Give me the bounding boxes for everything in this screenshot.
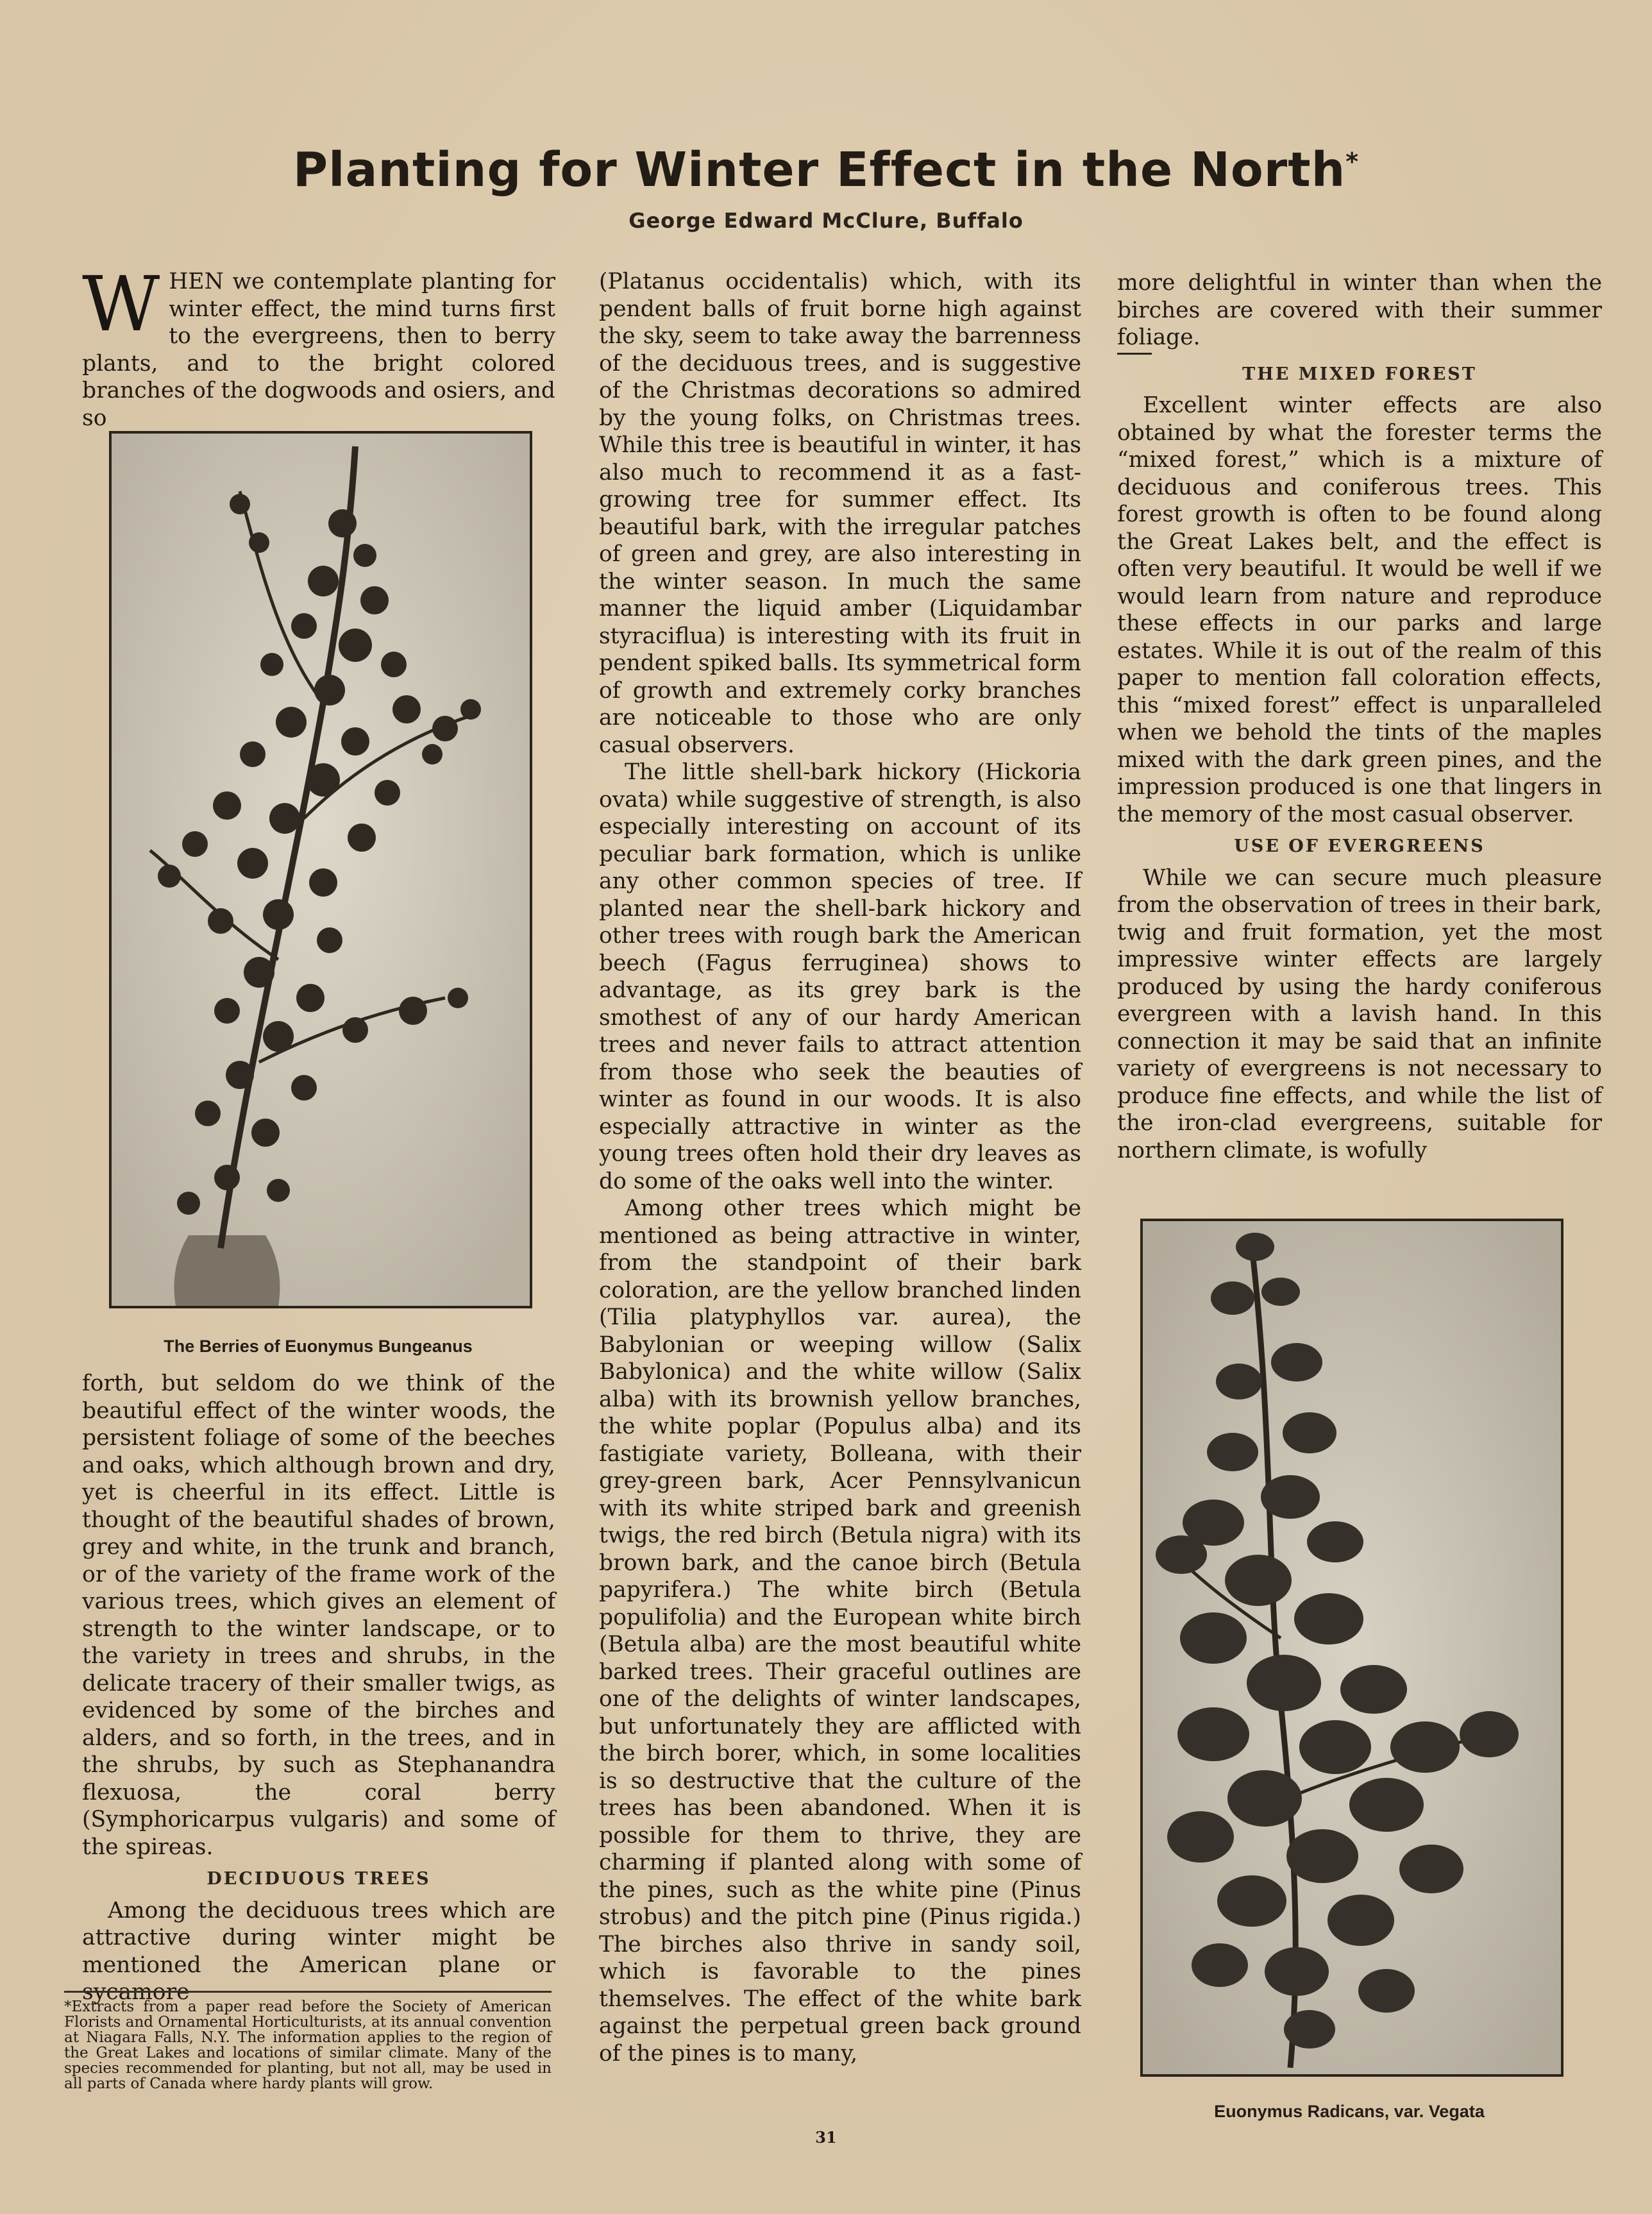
paragraph-bark-coloration: Among other trees which might be mentioned as being attractive in winter, from the standpoint of their bark coloration, are the yellow branched linden (Tilia platyphyllos var. aurea), the Babylonian or weeping willow (Salix Babylonica) and the white willow (Salix alba) with its brownish yellow branches, the white poplar (Populus alba) and its fastigiate variety, Bolleana, with their grey-green bark, Acer Pennsylvanicun with its white striped bark and greenish twigs, the red birch (Betula nigra) with its brown bark, and the canoe birch (Betula papyrifera.) The white birch (Betula populifolia) and the European white birch (Betula alba) are the most beautiful white barked trees. Their graceful outlines are one of the delights of winter landscapes, but unfortunately they are afflicted with the birch borer, which, in some localities is so destructive that the culture of the trees has been abandoned. When it is possible for them to thrive, they are charming if planted along with some of the pines, such as the white pine (Pinus strobus) and the pitch pine (Pinus rigida.) The birches also thrive in sandy soil, which is favorable to the pines themselves. The effect of the white bark against the perpetual green back ground of the pines is to many, — [599, 1196, 1081, 2066]
column-3 — [1117, 269, 1602, 1164]
section-heading-evergreens: USE OF EVERGREENS — [1234, 836, 1485, 856]
column-1-top — [82, 260, 555, 432]
article-title: Planting for Winter Effect in the North* — [292, 142, 1360, 198]
section-heading-mixed-forest: THE MIXED FOREST — [1242, 364, 1477, 384]
short-rule — [1117, 353, 1152, 355]
photo-caption-2: Euonymus Radicans, var. Vegata — [1214, 2102, 1485, 2121]
byline: George Edward McClure, Buffalo — [628, 208, 1024, 233]
euonymus-bungeanus-photo — [109, 431, 532, 1308]
column-2 — [599, 268, 1081, 2067]
column-1-bottom — [82, 1370, 555, 2006]
page-number: 31 — [815, 2128, 837, 2147]
drop-cap: W — [82, 260, 160, 348]
footnote: *Extracts from a paper read before the Society of American Florists and Ornamental Horticulturists, at its annual convention at Niagara Falls, N.Y. The information applies to the region of the Great Lakes and locations of similar climate. Many of the species recommended for planting, but not all, may be used in all parts of Canada where hardy plants will grow. — [64, 1991, 552, 2091]
paragraph-sycamore: (Platanus occidentalis) which, with its pendent balls of fruit borne high against the sky, seem to take away the barrenness of the deciduous trees, and is suggestive of the Christmas decorations so admired by the young folks, on Christmas trees. While this tree is beautiful in winter, it has also much to recommend it as a fast-growing tree for summer effect. Its beautiful bark, with the irregular patches of green and grey, are also interesting in the winter season. In much the same manner the liquid amber (Liquidambar styraciflua) is interesting with its fruit in pendent spiked balls. Its symmetrical form of growth and extremely corky branches are noticeable to those who are only casual observers. — [599, 269, 1081, 758]
paragraph-birches: more delightful in winter than when the birches are covered with their summer foliage. — [1117, 270, 1602, 350]
paragraph-mixed-forest: Excellent winter effects are also obtained by what the forester terms the “mixed forest,” which is a mixture of deciduous and coniferous trees. This forest growth is often to be found along the Great Lakes belt, and the effect is often very beautiful. It would be well if we would learn from nature and reproduce these effects in our parks and large estates. While it is out of the realm of this paper to mention fall coloration effects, this “mixed forest” effect is unparalleled when we behold the tints of the maples mixed with the dark green pines, and the impression produced is one that lingers in the memory of the most casual observer. — [1117, 393, 1602, 827]
paragraph-hickory: The little shell-bark hickory (Hickoria ovata) while suggestive of strength, is also especially interesting on account of its peculiar bark formation, which is unlike any other common species of tree. If planted near the shell-bark hickory and other trees with rough bark the American beech (Fagus ferruginea) shows to advantage, as its grey bark is the smothest of any of our hardy American trees and never fails to attract attention from those who seek the beauties of winter as found in our woods. It is also especially attractive in winter as the young trees often hold their dry leaves as do some of the oaks well into the winter. — [599, 759, 1081, 1194]
euonymus-radicans-photo — [1140, 1219, 1564, 2077]
title-footnote-mark: * — [1345, 148, 1360, 176]
photo-caption-1: The Berries of Euonymus Bungeanus — [164, 1337, 473, 1356]
leafy-vine-illustration — [1143, 1221, 1561, 2074]
paragraph-winter-woods: forth, but seldom do we think of the beautiful effect of the winter woods, the persistent foliage of some of the beeches and oaks, which although brown and dry, yet is cheerful in its effect. Little is thought of the beautiful shades of brown, grey and white, in the trunk and branch, or of the variety of the frame work of the various trees, which gives an element of strength to the winter landscape, or to the variety in trees and shrubs, in the delicate tracery of their smaller twigs, as evidenced by some of the birches and alders, and so forth, in the trees, and in the shrubs, by such as Stephanandra flexuosa, the coral berry (Symphoricarpus vulgaris) and some of the spireas. — [82, 1371, 555, 1860]
paragraph-evergreens: While we can secure much pleasure from the observation of trees in their bark, twig and fruit formation, yet the most impressive winter effects are largely produced by using the hardy coniferous evergreen with a lavish hand. In this connection it may be said that an infinite variety of evergreens is not necessary to produce fine effects, and while the list of the iron-clad evergreens, suitable for northern climate, is wofully — [1117, 865, 1602, 1163]
paragraph-deciduous-intro: Among the deciduous trees which are attractive during winter might be mentioned the American plane or sycamore — [82, 1897, 555, 2005]
intro-paragraph: WHEN we contemplate planting for winter effect, the mind turns first to the evergreens, then to berry plants, and to the bright colored branches of the dogwoods and osiers, and so — [82, 260, 555, 431]
section-heading-deciduous: DECIDUOUS TREES — [206, 1869, 431, 1889]
berry-branch-illustration — [112, 434, 530, 1306]
